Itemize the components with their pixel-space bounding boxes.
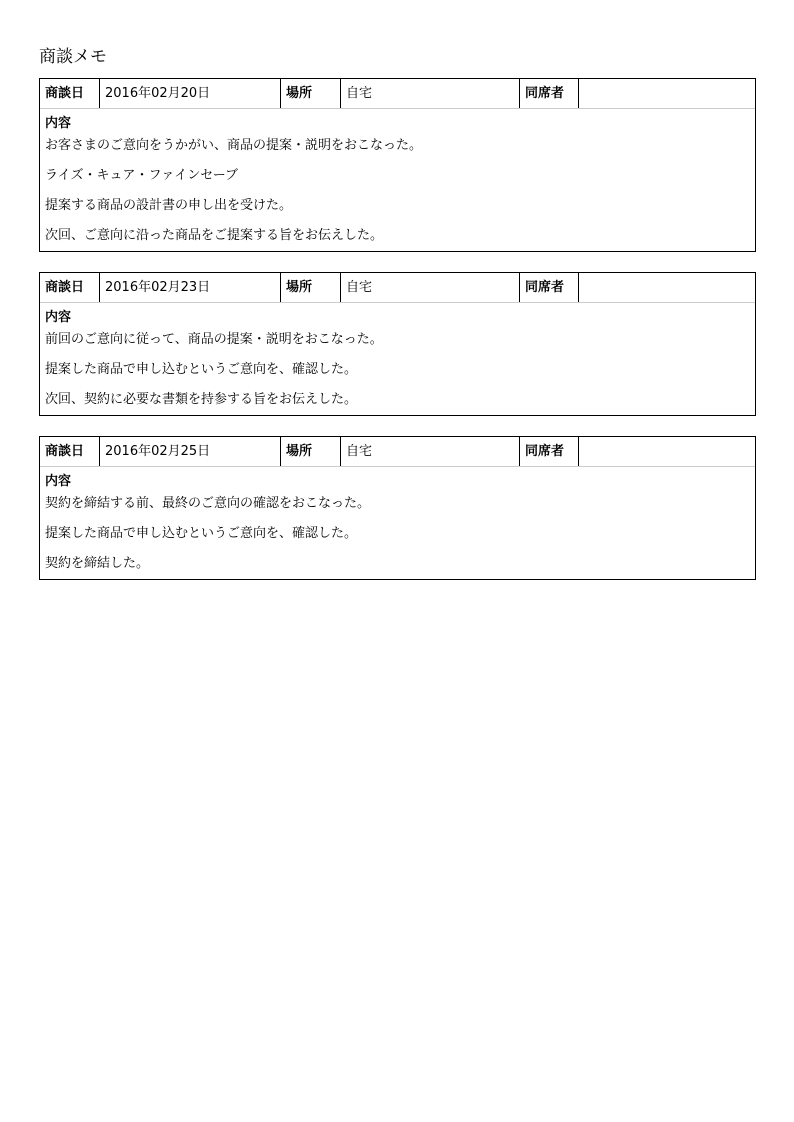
content-line: 契約を締結する前、最終のご意向の確認をおこなった。 bbox=[45, 496, 371, 511]
date-label: 商談日 bbox=[40, 79, 100, 108]
place-label: 場所 bbox=[281, 437, 341, 466]
content-line: 次回、契約に必要な書類を持参する旨をお伝えした。 bbox=[45, 392, 358, 407]
content-line: 提案した商品で申し込むというご意向を、確認した。 bbox=[45, 526, 358, 541]
date-label: 商談日 bbox=[40, 273, 100, 302]
meeting-list bbox=[39, 78, 756, 600]
attendees-value bbox=[579, 79, 755, 108]
content-line: 提案した商品で申し込むというご意向を、確認した。 bbox=[45, 362, 358, 377]
attendees-value bbox=[579, 437, 755, 466]
place-value: 自宅 bbox=[341, 437, 520, 466]
content-label: 内容 bbox=[45, 474, 72, 489]
content-line: 前回のご意向に従って、商品の提案・説明をおこなった。 bbox=[45, 332, 383, 347]
content-label: 内容 bbox=[45, 310, 72, 325]
date-value: 2016年02月25日 bbox=[100, 437, 281, 466]
memo-header-row bbox=[40, 437, 755, 467]
content-label: 内容 bbox=[45, 116, 72, 131]
content-line: 契約を締結した。 bbox=[45, 556, 150, 571]
content-line: 提案する商品の設計書の申し出を受けた。 bbox=[45, 198, 293, 213]
content-line: ライズ・キュア・ファインセーブ bbox=[45, 168, 239, 183]
meeting-memo bbox=[39, 78, 756, 252]
date-value: 2016年02月23日 bbox=[100, 273, 281, 302]
place-value: 自宅 bbox=[341, 273, 520, 302]
content-line: お客さまのご意向をうかがい、商品の提案・説明をおこなった。 bbox=[45, 138, 423, 153]
page-title: 商談メモ bbox=[39, 47, 107, 67]
memo-content bbox=[40, 108, 755, 251]
meeting-memo bbox=[39, 272, 756, 416]
date-label: 商談日 bbox=[40, 437, 100, 466]
memo-content bbox=[40, 302, 755, 415]
attendees-value bbox=[579, 273, 755, 302]
meeting-memo bbox=[39, 436, 756, 580]
place-value: 自宅 bbox=[341, 79, 520, 108]
attendees-label: 同席者 bbox=[520, 273, 579, 302]
memo-content bbox=[40, 466, 755, 579]
date-value: 2016年02月20日 bbox=[100, 79, 281, 108]
place-label: 場所 bbox=[281, 79, 341, 108]
memo-header-row bbox=[40, 79, 755, 109]
attendees-label: 同席者 bbox=[520, 437, 579, 466]
attendees-label: 同席者 bbox=[520, 79, 579, 108]
place-label: 場所 bbox=[281, 273, 341, 302]
content-line: 次回、ご意向に沿った商品をご提案する旨をお伝えした。 bbox=[45, 228, 384, 243]
memo-header-row bbox=[40, 273, 755, 303]
